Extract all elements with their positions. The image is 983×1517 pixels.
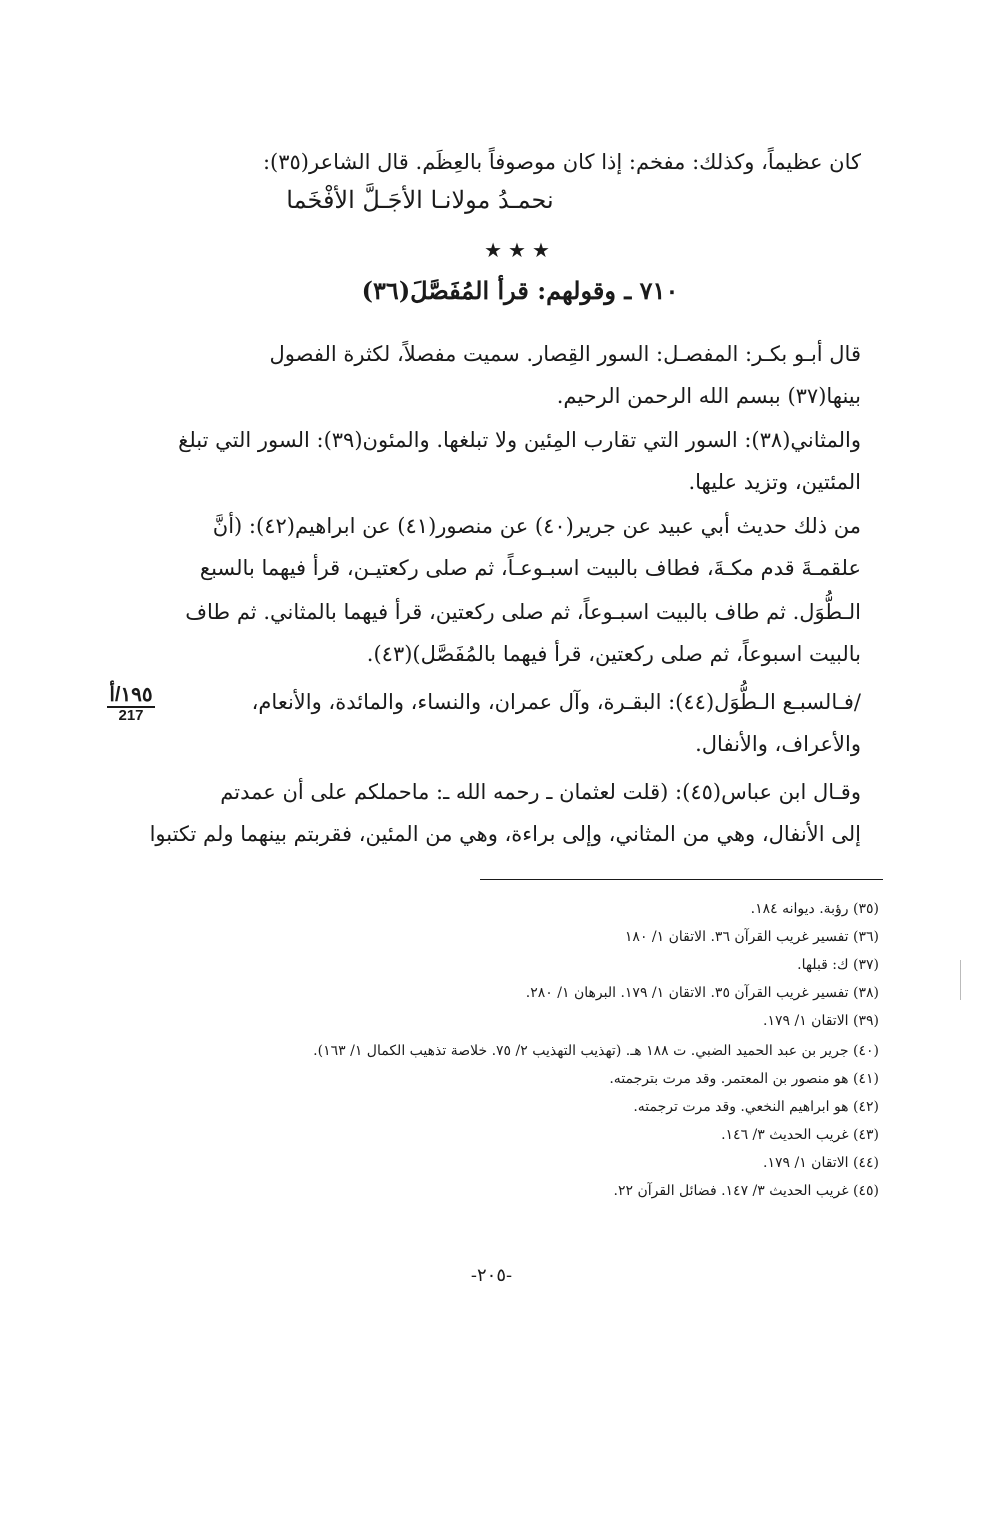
footnote-43: (٤٣) غريب الحديث ٣/ ١٤٦. xyxy=(721,1127,879,1143)
body-line-8: الـطُّوَل. ثم طاف بالبيت اسبـوعاً، ثم صلى ركعتين، قرأ فيهما بالمثاني. ثم طاف xyxy=(185,600,861,624)
body-line-10: /فـالسبـع الـطُّوَل(٤٤): البقـرة، وآل عمران، والنساء، والمائدة، والأنعام، xyxy=(251,690,861,714)
poetry-verse: نحمـدُ مولانـا الأجَـلَّ الأفْخَما xyxy=(286,186,554,214)
section-heading: ٧١٠ ـ وقولهم: قرأ المُفَصَّلَ(٣٦) xyxy=(361,276,679,305)
folio-number: 217 xyxy=(118,707,144,724)
footnote-38: (٣٨) تفسير غريب القرآن ٣٥. الاتقان ١/ ١٧٩. البرهان ١/ ٢٨٠. xyxy=(525,985,879,1001)
scan-edge-mark xyxy=(960,960,975,1000)
body-line-6: من ذلك حديث أبي عبيد عن جرير(٤٠) عن منصور(٤١) عن ابراهيم(٤٢): (أنَّ xyxy=(212,514,861,538)
body-line-7: علقمـةَ قدم مكـةَ، فطاف بالبيت اسبـوعـاً، ثم صلى ركعتيـن، قرأ فيهما بالسبع xyxy=(199,556,861,580)
footnote-36: (٣٦) تفسير غريب القرآن ٣٦. الاتقان ١/ ١٨٠ xyxy=(624,929,879,945)
footnote-42: (٤٢) هو ابراهيم النخعي. وقد مرت ترجمته. xyxy=(633,1099,879,1115)
footnote-37: (٣٧) ك: قبلها. xyxy=(797,957,879,973)
body-line-11: والأعراف، والأنفال. xyxy=(695,732,861,756)
footnote-35: (٣٥) رؤبة. ديوانه ١٨٤. xyxy=(750,901,879,917)
section-divider-stars: ★★★ xyxy=(484,238,556,262)
footnote-45: (٤٥) غريب الحديث ٣/ ١٤٧. فضائل القرآن ٢٢. xyxy=(613,1183,879,1199)
body-line-12: وقـال ابن عباس(٤٥): (قلت لعثمان ـ رحمه الله ـ: ماحملكم على أن عمدتم xyxy=(220,780,861,804)
footnote-41: (٤١) هو منصور بن المعتمر. وقد مرت بترجمته. xyxy=(609,1071,879,1087)
body-line-5: المئتين، وتزيد عليها. xyxy=(688,470,861,494)
page-number: -٢٠٥- xyxy=(470,1265,513,1286)
body-line-4: والمثاني(٣٨): السور التي تقارب المِئين ولا تبلغها. والمئون(٣٩): السور التي تبلغ xyxy=(178,428,861,452)
body-line-13: إلى الأنفال، وهي من المثاني، وإلى براءة، وهي من المئين، فقربتم بينهما ولم تكتبوا xyxy=(149,822,861,846)
footnote-39: (٣٩) الاتقان ١/ ١٧٩. xyxy=(763,1013,879,1029)
manuscript-folio-marker xyxy=(96,684,166,724)
footnote-separator xyxy=(480,879,883,880)
footnote-40: (٤٠) جرير بن عبد الحميد الضبي. ت ١٨٨ هـ. (تهذيب التهذيب ٢/ ٧٥. خلاصة تذهيب الكمال ١/ ١٦٣). xyxy=(313,1043,879,1059)
folio-reference: ١٩٥/أ xyxy=(109,684,153,706)
body-line-2: قال أبـو بكـر: المفصـل: السور القِصار. سميت مفصلاً، لكثرة الفصول xyxy=(269,342,861,366)
body-line-3: بينها(٣٧) ببسم الله الرحمن الرحيم. xyxy=(556,384,861,408)
body-line-1: كان عظيماً، وكذلك: مفخم: إذا كان موصوفاً بالعِظَم. قال الشاعر(٣٥): xyxy=(262,150,861,174)
body-line-9: بالبيت اسبوعاً، ثم صلى ركعتين، قرأ فيهما بالمُفَصَّل)(٤٣). xyxy=(366,642,861,666)
footnote-44: (٤٤) الاتقان ١/ ١٧٩. xyxy=(763,1155,879,1171)
